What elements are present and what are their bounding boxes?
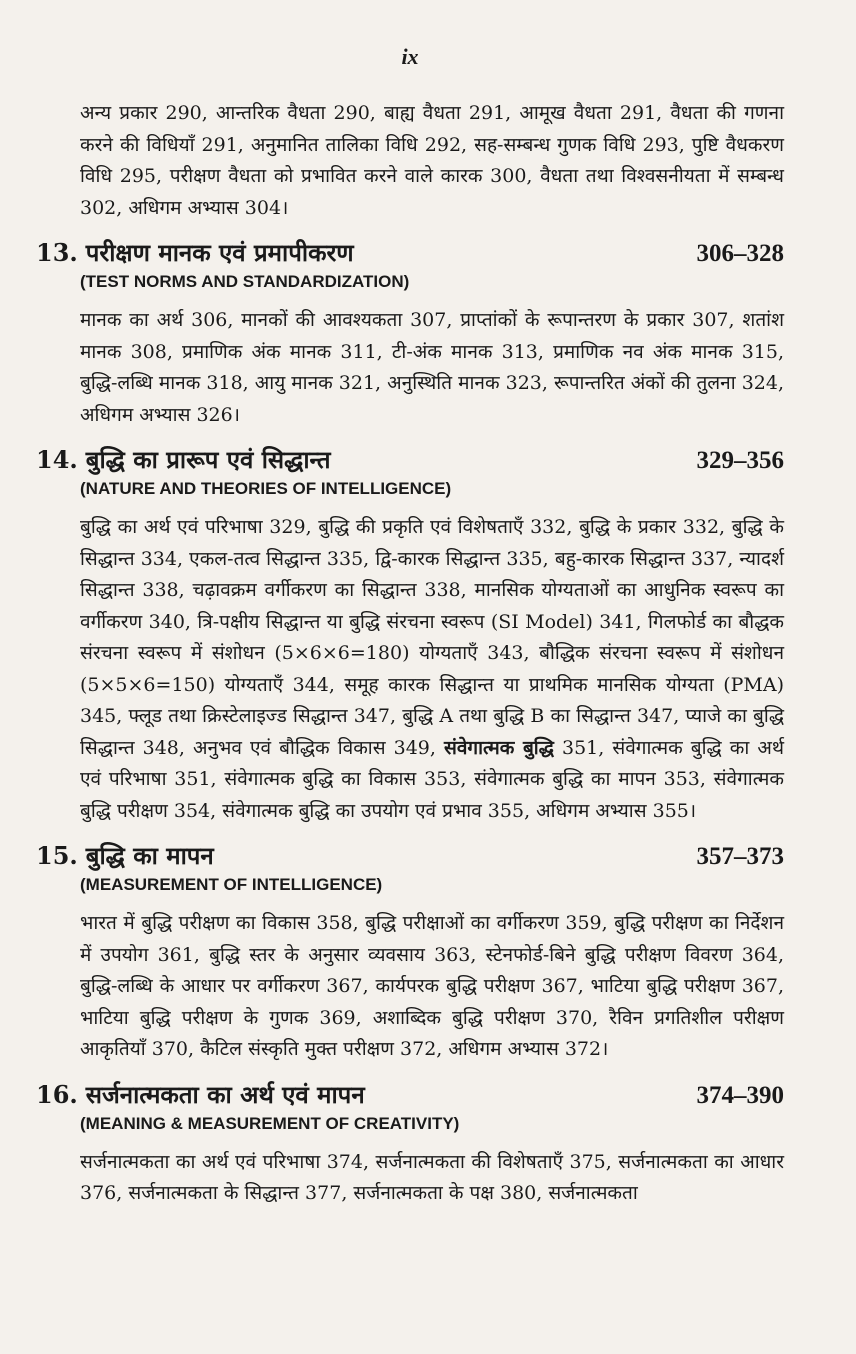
chapter-14 (36, 443, 784, 827)
chapter-page-range: 374–390 (696, 1081, 784, 1109)
contents-text: बुद्धि का अर्थ एवं परिभाषा 329, बुद्धि की प्रकृति एवं विशेषताएँ 332, बुद्धि के प्रकार 332, बुद्धि के सिद्धान्त 334, एकल-तत्व सिद्धान्त 335, द्वि-कारक सिद्धान्त 335, बहु-कारक सिद्धान्त 337, न्यादर्श सिद्धान्त 338, चढ़ावक्रम वर्गीकरण का सिद्धान्त 338, मानसिक योग्यताओं का आधुनिक स्वरूप का वर्गीकरण 340, त्रि-पक्षीय सिद्धान्त या बुद्धि संरचना स्वरूप (SI Model) 341, गिलफोर्ड का बौद्धक संरचना स्वरूप में संशोधन (5×6×6=180) योग्यताएँ 343, बौद्धिक संरचना स्वरूप में संशोधन (5×5×6=150) योग्यताएँ 344, समूह कारक सिद्धान्त या प्राथमिक मानसिक योग्यता (PMA) 345, फ्लूड तथा क्रिस्टेलाइज्ड सिद्धान्त 347, बुद्धि A तथा बुद्धि B का सिद्धान्त 347, प्याजे का बुद्धि सिद्धान्त 348, अनुभव एवं बौद्धिक विकास 349, (80, 516, 784, 759)
chapter-title-text: परीक्षण मानक एवं प्रमापीकरण (85, 238, 354, 267)
page-number: ix (401, 44, 419, 69)
chapter-contents: सर्जनात्मकता का अर्थ एवं परिभाषा 374, सर्जनात्मकता की विशेषताएँ 375, सर्जनात्मकता का आधार 376, सर्जनात्मकता के सिद्धान्त 377, सर्जनात्मकता के पक्ष 380, सर्जनात्मकता (80, 1150, 784, 1204)
emotional-intelligence-term: संवेगात्मक बुद्धि (444, 736, 554, 759)
chapter-page-range: 357–373 (696, 843, 784, 870)
chapter-contents: भारत में बुद्धि परीक्षण का विकास 358, बुद्धि परीक्षाओं का वर्गीकरण 359, बुद्धि परीक्षण का निर्देशन में उपयोग 361, बुद्धि स्तर के अनुसार व्यवसाय 363, स्टेनफोर्ड-बिने बुद्धि परीक्षण विवरण 364, बुद्धि-लब्धि के आधार पर वर्गीकरण 367, कार्यपरक बुद्धि परीक्षण 367, भाटिया बुद्धि परीक्षण 367, भाटिया बुद्धि परीक्षण के गुणक 369, अशाब्दिक बुद्धि परीक्षण 370, रैविन प्रगतिशील परीक्षण आकृतियाँ 370, कैटिल संस्कृति मुक्त परीक्षण 372, अधिगम अभ्यास 372। (80, 912, 784, 1060)
chapter-number: 15. (36, 841, 78, 870)
chapter-13 (36, 236, 784, 431)
chapter-title (36, 839, 214, 872)
chapter-title-text: सर्जनात्मकता का अर्थ एवं मापन (85, 1079, 365, 1109)
chapter-16 (36, 1078, 784, 1210)
chapter-english-title: (MEANING & MEASUREMENT OF CREATIVITY) (80, 1113, 460, 1133)
chapter-english-title: (TEST NORMS AND STANDARDIZATION) (80, 272, 410, 291)
chapter-title (36, 443, 331, 476)
chapter-title (36, 1078, 365, 1111)
chapter-english-title: (MEASUREMENT OF INTELLIGENCE) (80, 875, 383, 894)
chapter-title (36, 236, 354, 269)
chapter-heading (36, 839, 784, 872)
intro-paragraph: अन्य प्रकार 290, आन्तरिक वैधता 290, बाह्य वैधता 291, आमूख वैधता 291, वैधता की गणना करने की विधियाँ 291, अनुमानित तालिका विधि 292, सह-सम्बन्ध गुणक विधि 293, पुष्टि वैधकरण विधि 295, परीक्षण वैधता को प्रभावित करने वाले कारक 300, वैधता तथा विश्वसनीयता में सम्बन्ध 302, अधिगम अभ्यास 304। (80, 102, 784, 219)
chapter-heading (36, 236, 784, 269)
chapter-number: 16. (36, 1079, 78, 1109)
chapter-number: 13. (36, 238, 78, 267)
chapter-page-range: 306–328 (696, 240, 784, 267)
chapter-title-text: बुद्धि का मापन (85, 841, 214, 870)
chapter-heading (36, 443, 784, 476)
chapter-number: 14. (36, 445, 78, 474)
chapter-page-range: 329–356 (696, 447, 784, 474)
chapter-english-title: (NATURE AND THEORIES OF INTELLIGENCE) (80, 479, 452, 498)
chapter-contents (80, 512, 784, 827)
chapter-title-text: बुद्धि का प्रारूप एवं सिद्धान्त (85, 445, 331, 474)
contents-text: 351, संवेगात्मक बुद्धि का अर्थ एवं परिभाषा 351, संवेगात्मक बुद्धि का विकास 353, संवेगात्मक बुद्धि का मापन 353, संवेगात्मक बुद्धि परीक्षण 354, संवेगात्मक बुद्धि का उपयोग एवं प्रभाव 355, अधिगम अभ्यास 355। (80, 736, 785, 822)
chapter-15 (36, 839, 784, 1066)
chapter-heading (36, 1078, 784, 1111)
chapter-contents: मानक का अर्थ 306, मानकों की आवश्यकता 307, प्राप्तांकों के रूपान्तरण के प्रकार 307, शतांश मानक 308, प्रमाणिक अंक मानक 311, टी-अंक मानक 313, प्रमाणिक नव अंक मानक 315, बुद्धि-लब्धि मानक 318, आयु मानक 321, अनुस्थिति मानक 323, रूपान्तरित अंकों की तुलना 324, अधिगम अभ्यास 326। (80, 309, 784, 426)
